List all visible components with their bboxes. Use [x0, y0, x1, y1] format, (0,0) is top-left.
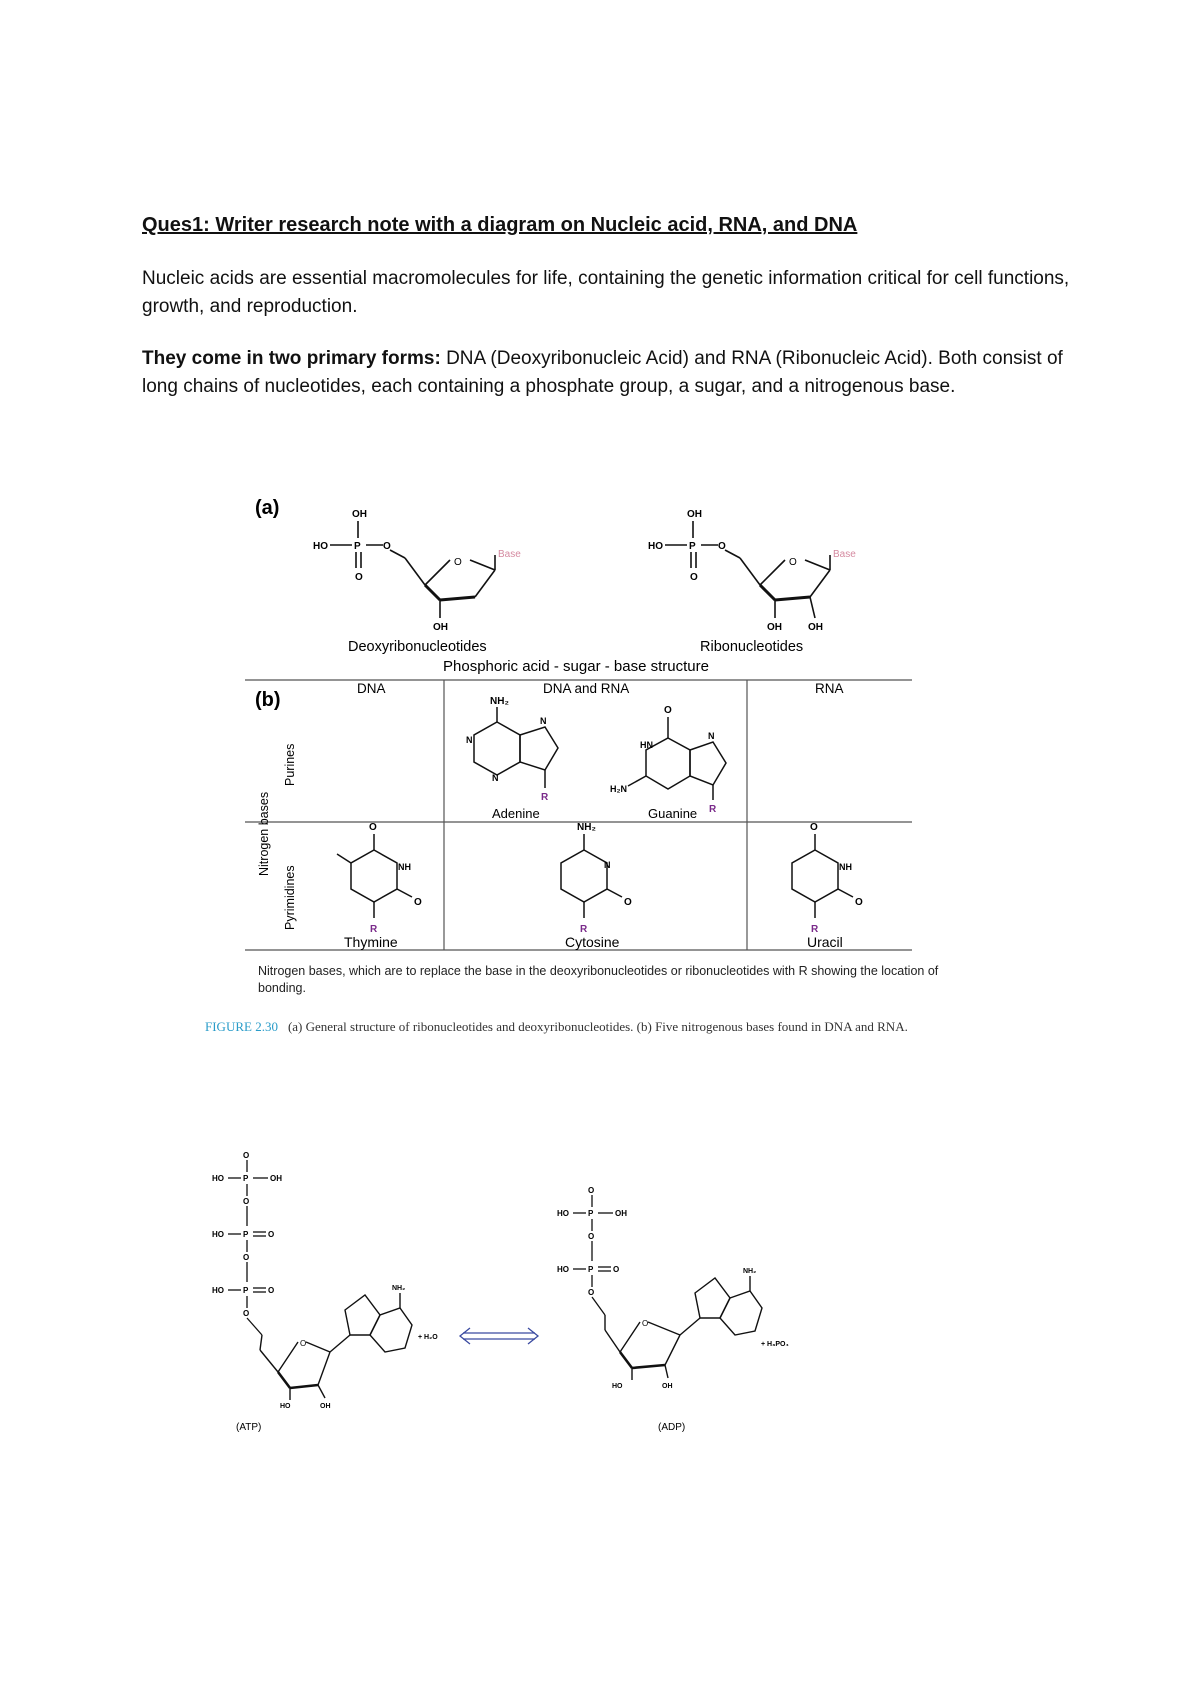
ribo-oh-top: OH — [687, 509, 702, 520]
adp-p-1: P — [588, 1209, 594, 1218]
adenine-n3: N — [492, 773, 499, 783]
atp-o-2: O — [243, 1197, 250, 1206]
adenine-label: Adenine — [492, 806, 540, 821]
ribo-o-bottom: O — [690, 572, 698, 583]
panel-b-label: (b) — [255, 689, 281, 711]
guanine-r: R — [709, 804, 717, 815]
adenine-r: R — [541, 792, 549, 803]
deoxy-ring-o: O — [454, 557, 462, 568]
cytosine-r: R — [580, 924, 588, 935]
adp-p-2: P — [588, 1265, 594, 1274]
atp-ribose-adenine — [260, 1293, 412, 1400]
row-purines: Purines — [283, 743, 297, 786]
atp-ho-2: HO — [212, 1230, 224, 1239]
atp-ring-o: O — [300, 1339, 307, 1348]
panel-a-label: (a) — [255, 497, 280, 519]
col-dna: DNA — [357, 681, 386, 696]
cytosine-n3: N — [604, 860, 611, 870]
adenine-nh2: NH₂ — [490, 696, 509, 707]
guanine-n7: N — [708, 731, 715, 741]
question-title: Ques1: Writer research note with a diagram on Nucleic acid, RNA, and DNA — [142, 214, 858, 236]
ribo-p: P — [689, 541, 696, 552]
ribo-ring-o: O — [789, 557, 797, 568]
plus-water: + H₂O — [418, 1334, 438, 1341]
adp-oh-1: OH — [615, 1209, 627, 1218]
deoxy-o-bottom: O — [355, 572, 363, 583]
deoxy-ho: HO — [313, 541, 328, 552]
bases-caption: Nitrogen bases, which are to replace the base in the deoxyribonucleotides or ribonucleotides with R showing the location of bonding. — [258, 964, 939, 995]
uracil-o: O — [810, 822, 818, 833]
atp-ho-3: HO — [212, 1286, 224, 1295]
adenine-n7: N — [540, 716, 547, 726]
equilibrium-arrow — [460, 1328, 538, 1344]
uracil-nh: NH — [839, 862, 852, 872]
adp-ho-sugar: HO — [612, 1383, 623, 1390]
adp-nh2: NH₂ — [743, 1268, 757, 1275]
ribo-ho: HO — [648, 541, 663, 552]
row-pyrimidines: Pyrimidines — [283, 865, 297, 930]
cytosine-label: Cytosine — [565, 934, 620, 950]
ribo-label: Ribonucleotides — [700, 639, 804, 655]
cytosine-nh2: NH₂ — [577, 822, 596, 833]
uracil-r: R — [811, 924, 819, 935]
atp-p-3: P — [243, 1286, 249, 1295]
ribo-o: O — [718, 541, 726, 552]
thymine-label: Thymine — [344, 934, 398, 950]
plus-phosphate: + H₃PO₄ — [761, 1341, 789, 1348]
atp-o-6: O — [243, 1309, 250, 1318]
atp-o-top: O — [243, 1151, 250, 1160]
thymine-nh: NH — [398, 862, 411, 872]
atp-p-1: P — [243, 1174, 249, 1183]
atp-ho-sugar: HO — [280, 1403, 291, 1410]
atp-nh2: NH₂ — [392, 1285, 406, 1292]
thymine-r: R — [370, 924, 378, 935]
uracil-o2: O — [855, 897, 863, 908]
atp-ho-1: HO — [212, 1174, 224, 1183]
ribo-base-label: Base — [833, 549, 856, 560]
ribo-oh-1: OH — [767, 622, 782, 633]
adp-oh-sugar: OH — [662, 1383, 673, 1390]
atp-o-4: O — [243, 1253, 250, 1262]
intro-paragraph: Nucleic acids are essential macromolecules for life, containing the genetic information critical for cell functions, growth, and reproduction. — [142, 268, 1070, 317]
guanine-o: O — [664, 705, 672, 716]
deoxy-p: P — [354, 541, 361, 552]
atp-oh-sugar: OH — [320, 1403, 331, 1410]
figure-label: FIGURE 2.30 — [205, 1019, 278, 1034]
adenine-n1: N — [466, 735, 473, 745]
atp-oh-1: OH — [270, 1174, 282, 1183]
ribo-oh-2: OH — [808, 622, 823, 633]
atp-label: (ATP) — [236, 1422, 262, 1433]
guanine-h2n: H₂N — [610, 784, 627, 794]
adp-o-2: O — [588, 1232, 595, 1241]
forms-paragraph-text: DNA (Deoxyribonucleic Acid) and RNA (Ribonucleic Acid). Both consist of long chains of nucleotides, each containing a phosphate group, a sugar, and a nitrogenous base. — [142, 348, 1063, 397]
forms-paragraph-bold: They come in two primary forms: — [142, 348, 441, 369]
thymine-o: O — [369, 822, 377, 833]
guanine-label: Guanine — [648, 806, 698, 821]
deoxy-label: Deoxyribonucleotides — [348, 639, 487, 655]
col-rna: RNA — [815, 681, 844, 696]
adp-o-top: O — [588, 1186, 595, 1195]
guanine-hn: HN — [640, 740, 653, 750]
atp-o-5: O — [268, 1286, 275, 1295]
adp-ring-o: O — [642, 1319, 649, 1328]
cytosine-o: O — [624, 897, 632, 908]
deoxy-oh-top: OH — [352, 509, 367, 520]
uracil-label: Uracil — [807, 934, 843, 950]
adp-o-4: O — [588, 1288, 595, 1297]
col-dna-rna: DNA and RNA — [543, 681, 630, 696]
structure-label: Phosphoric acid - sugar - base structure — [443, 658, 709, 675]
figure-caption-text: (a) General structure of ribonucleotides and deoxyribonucleotides. (b) Five nitrogenous bases found in DNA and RNA. — [287, 1019, 908, 1034]
row-group-nitrogen-bases: Nitrogen bases — [257, 791, 271, 876]
thymine-o2: O — [414, 897, 422, 908]
adp-ribose-adenine — [605, 1276, 762, 1380]
atp-p-2: P — [243, 1230, 249, 1239]
deoxy-o: O — [383, 541, 391, 552]
adp-ho-2: HO — [557, 1265, 569, 1274]
adp-o-3: O — [613, 1265, 620, 1274]
deoxy-base-label: Base — [498, 549, 521, 560]
adp-ho-1: HO — [557, 1209, 569, 1218]
adp-label: (ADP) — [658, 1422, 686, 1433]
atp-o-3: O — [268, 1230, 275, 1239]
deoxy-oh-bottom: OH — [433, 622, 448, 633]
